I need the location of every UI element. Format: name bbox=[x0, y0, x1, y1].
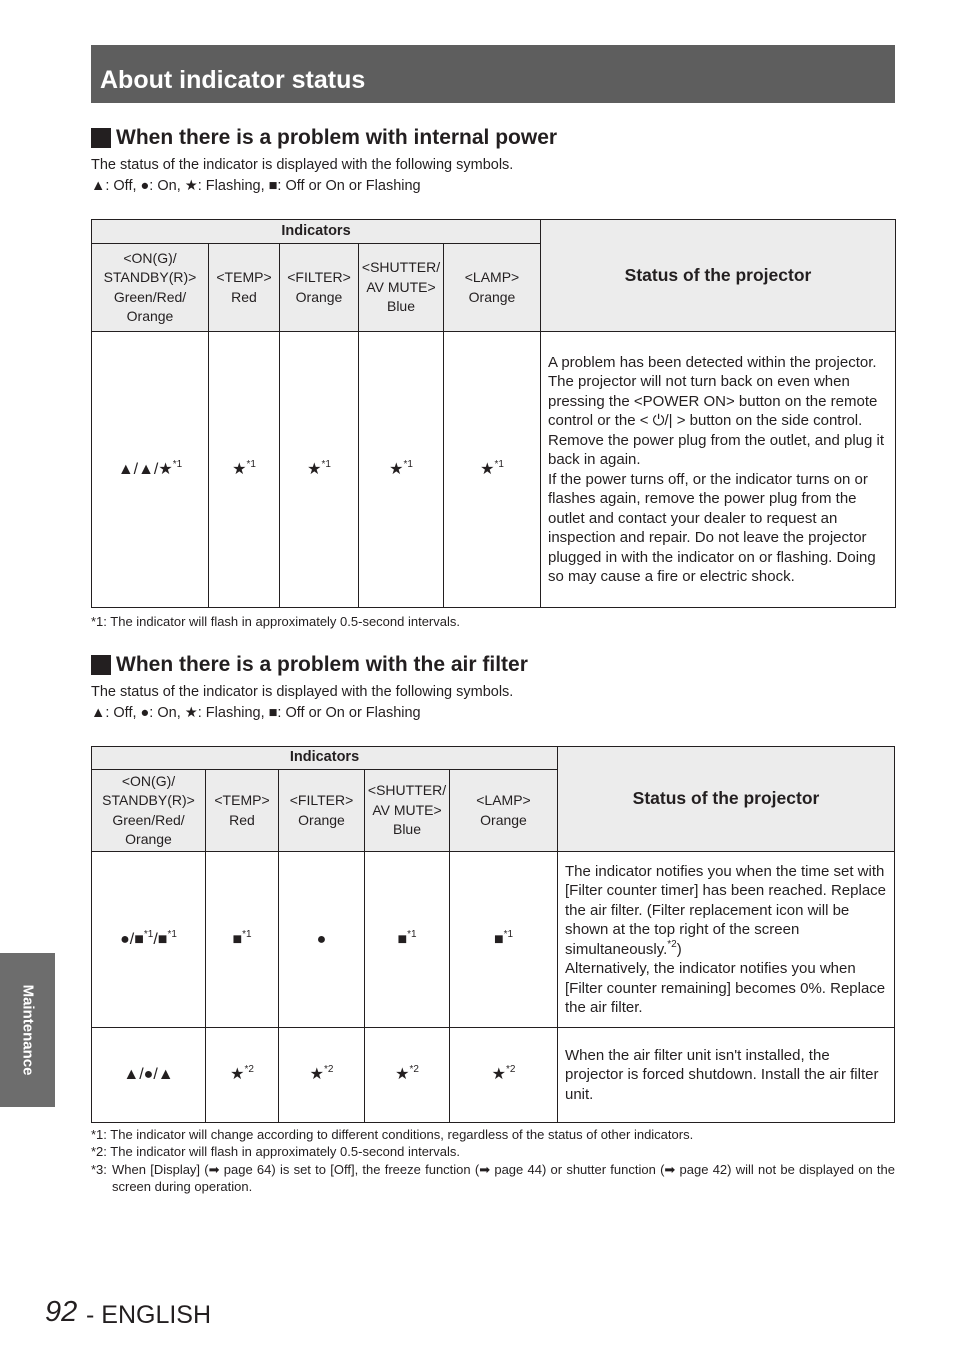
indicator-symbol: ■$^{*1}$ bbox=[365, 852, 450, 1028]
table-row bbox=[92, 852, 895, 1028]
page-number: 92 bbox=[45, 1296, 78, 1328]
indicator-table-air-filter bbox=[91, 746, 895, 1123]
table-row bbox=[92, 1028, 895, 1123]
indicator-symbol: ▲/●/▲ bbox=[92, 1028, 206, 1123]
indicator-symbol: ★$^{*2}$ bbox=[450, 1028, 558, 1123]
indicator-symbol: ▲/▲/★$^{*1}$ bbox=[92, 332, 209, 608]
footnote-label: *3: bbox=[91, 1162, 107, 1177]
column-header-temp: <TEMP> Red bbox=[209, 244, 280, 332]
symbol-legend: ▲: Off, ●: On, ★: Flashing, ■: Off or On or Flashing bbox=[91, 178, 421, 194]
indicator-symbol: ★$^{*1}$ bbox=[359, 332, 444, 608]
column-header-lamp: <LAMP> Orange bbox=[444, 244, 541, 332]
section-square-icon bbox=[91, 128, 111, 148]
status-header: Status of the projector bbox=[541, 220, 896, 332]
indicator-symbol: ● bbox=[279, 852, 365, 1028]
indicator-symbol: ★$^{*1}$ bbox=[444, 332, 541, 608]
status-header: Status of the projector bbox=[558, 747, 895, 852]
section-heading-internal-power bbox=[91, 126, 557, 150]
section-intro: The status of the indicator is displayed with the following symbols. bbox=[91, 157, 514, 173]
section-heading-text: When there is a problem with internal power bbox=[116, 126, 558, 149]
footnote-text: When [Display] (➡ page 64) is set to [Off], the freeze function (➡ page 44) or shutter function (➡ page 42) will not be displayed on the screen during operation. bbox=[112, 1162, 895, 1194]
footnote: *1: The indicator will change according to different conditions, regardless of the status of other indicators. bbox=[91, 1127, 694, 1142]
section-heading-air-filter bbox=[91, 653, 528, 677]
column-header-lamp: <LAMP> Orange bbox=[450, 770, 558, 852]
section-heading-text: When there is a problem with the air filter bbox=[116, 653, 528, 676]
chapter-side-tab bbox=[0, 953, 55, 1107]
page-banner bbox=[91, 45, 895, 103]
section-intro: The status of the indicator is displayed with the following symbols. bbox=[91, 684, 514, 700]
table-row bbox=[92, 332, 896, 608]
indicators-header: Indicators bbox=[92, 220, 541, 244]
status-description: The indicator notifies you when the time set with [Filter counter timer] has been reached. Replace the air filter. (Filter replacement icon will be shown at the top right of the screen simultaneously.$^{*2}$) Alternatively, the indicator notifies you when [Filter counter remaining] becomes 0%. Replace the air filter. bbox=[558, 852, 895, 1028]
page-title: About indicator status bbox=[100, 66, 366, 94]
chapter-side-tab-label: Maintenance bbox=[19, 984, 36, 1076]
power-switch-icon: ⏻/| bbox=[648, 412, 677, 429]
indicator-symbol: ★$^{*1}$ bbox=[280, 332, 359, 608]
footnote: *1: The indicator will flash in approximately 0.5-second intervals. bbox=[91, 614, 460, 629]
indicator-symbol: ★$^{*2}$ bbox=[206, 1028, 279, 1123]
symbol-legend: ▲: Off, ●: On, ★: Flashing, ■: Off or On or Flashing bbox=[91, 705, 421, 721]
column-header-filter: <FILTER> Orange bbox=[280, 244, 359, 332]
indicator-symbol: ■$^{*1}$ bbox=[206, 852, 279, 1028]
indicator-table-internal-power bbox=[91, 219, 896, 608]
column-header-on-standby: <ON(G)/ STANDBY(R)> Green/Red/ Orange bbox=[92, 244, 209, 332]
status-description: A problem has been detected within the projector. The projector will not turn back on even when pressing the <POWER ON> button on the remote control or the < ⏻/| > button on the side control. Remove the power plug from the outlet, and plug it back in again. If the power turns off, or the indicator turns on or flashes again, remove the power plug from the outlet and contact your dealer to request an inspection and repair. Do not leave the projector plugged in with the indicator on or flashing. Doing so may cause a fire or electric shock. bbox=[541, 332, 896, 608]
indicators-header: Indicators bbox=[92, 747, 558, 770]
status-description: When the air filter unit isn't installed, the projector is forced shutdown. Install the air filter unit. bbox=[558, 1028, 895, 1123]
column-header-filter: <FILTER> Orange bbox=[279, 770, 365, 852]
column-header-shutter: <SHUTTER/ AV MUTE> Blue bbox=[359, 244, 444, 332]
indicator-symbol: ★$^{*2}$ bbox=[365, 1028, 450, 1123]
footnote: *2: The indicator will flash in approximately 0.5-second intervals. bbox=[91, 1144, 460, 1159]
indicator-symbol: ★$^{*2}$ bbox=[279, 1028, 365, 1123]
page-language: - ENGLISH bbox=[86, 1301, 212, 1329]
column-header-on-standby: <ON(G)/ STANDBY(R)> Green/Red/ Orange bbox=[92, 770, 206, 852]
column-header-shutter: <SHUTTER/ AV MUTE> Blue bbox=[365, 770, 450, 852]
indicator-symbol: ●/■$^{*1}$/■$^{*1}$ bbox=[92, 852, 206, 1028]
footnote bbox=[91, 1161, 895, 1195]
section-square-icon bbox=[91, 655, 111, 675]
column-header-temp: <TEMP> Red bbox=[206, 770, 279, 852]
indicator-symbol: ■$^{*1}$ bbox=[450, 852, 558, 1028]
indicator-symbol: ★$^{*1}$ bbox=[209, 332, 280, 608]
